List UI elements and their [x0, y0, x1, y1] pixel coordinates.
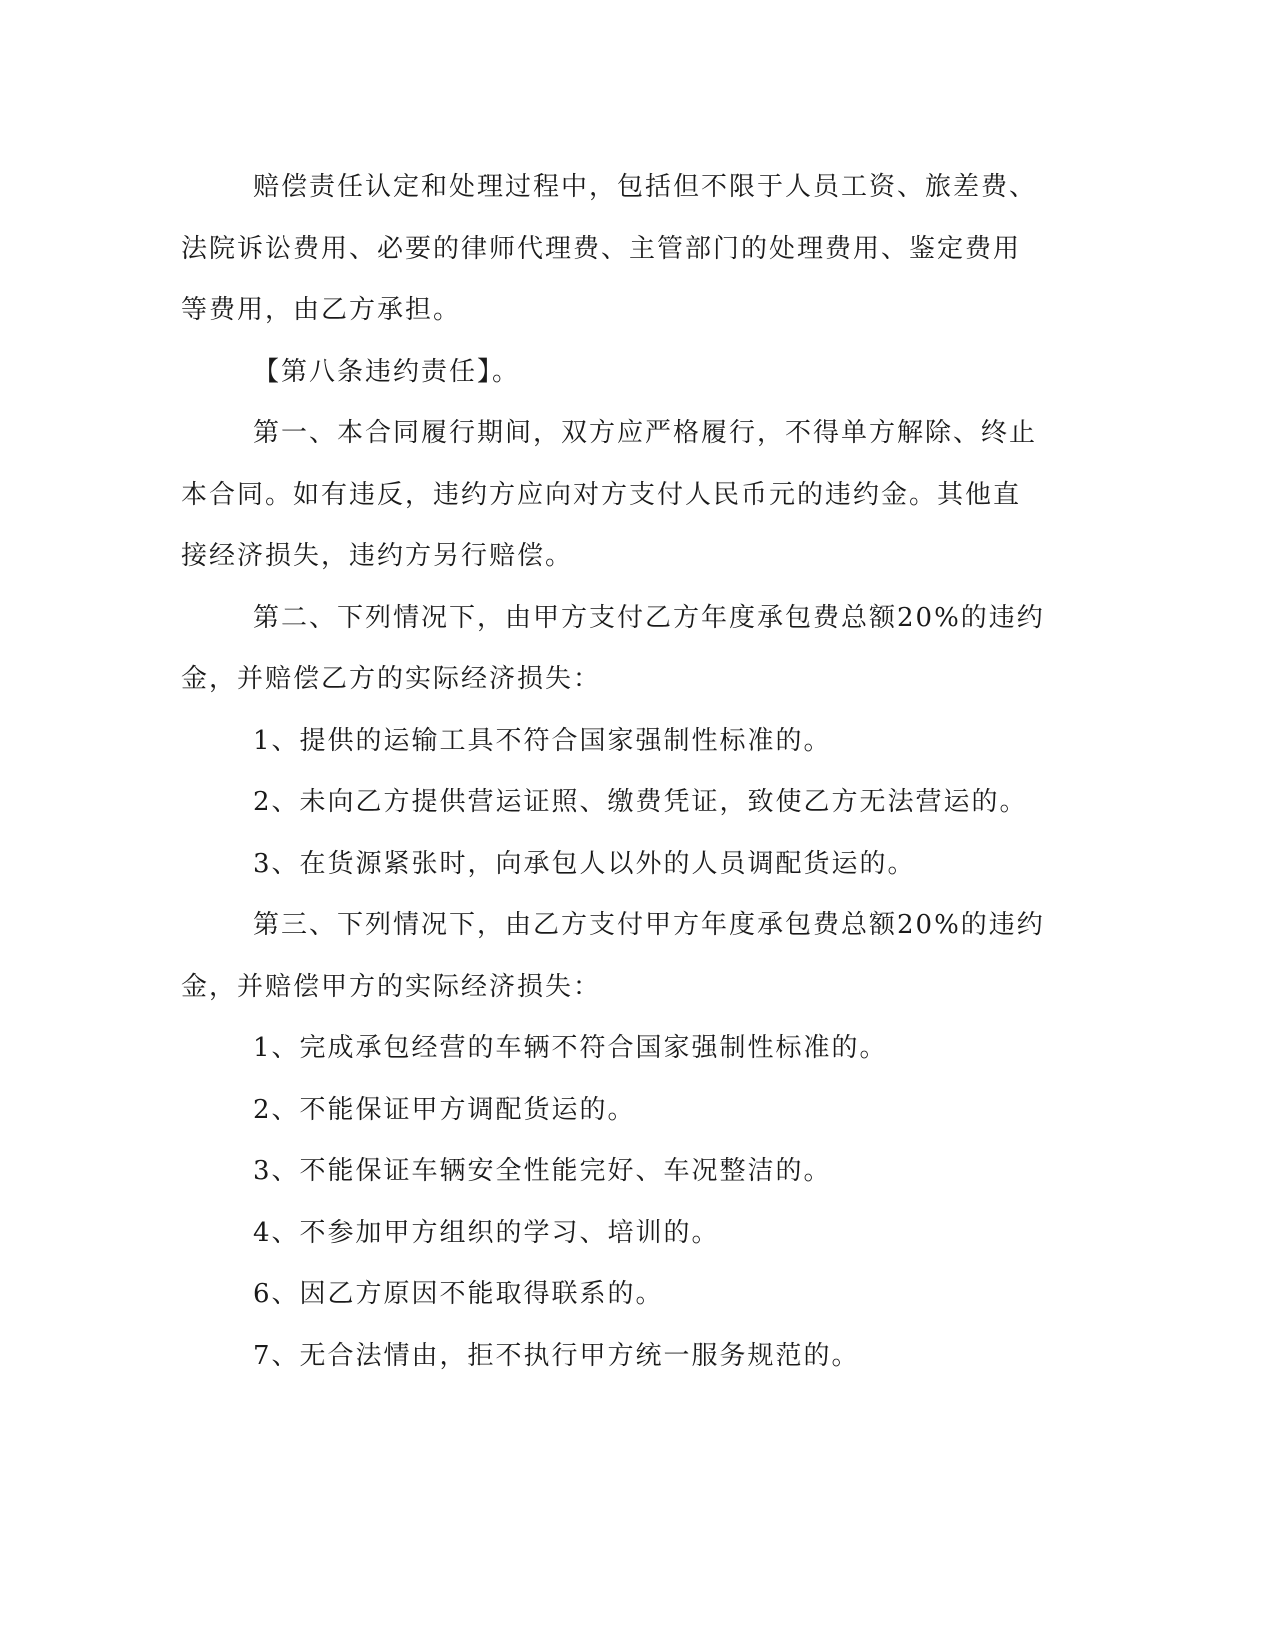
text-line: 第三、下列情况下，由乙方支付甲方年度承包费总额20%的违约 [253, 910, 1045, 940]
text-line: 金，并赔偿甲方的实际经济损失： [181, 971, 602, 1002]
text-line: 金，并赔偿乙方的实际经济损失： [181, 664, 602, 694]
list-item: 4、不参加甲方组织的学习、培训的。 [253, 1217, 720, 1248]
document-body [181, 157, 1061, 1387]
list-item: 2、不能保证甲方调配货运的。 [253, 1094, 636, 1125]
list-item: 1、提供的运输工具不符合国家强制性标准的。 [253, 725, 832, 756]
text-line: 等费用，由乙方承担。 [181, 295, 462, 325]
list-item: 3、不能保证车辆安全性能完好、车况整洁的。 [253, 1156, 832, 1186]
list-item: 6、因乙方原因不能取得联系的。 [253, 1279, 664, 1309]
text-line: 接经济损失，违约方另行赔偿。 [181, 541, 574, 571]
list-item: 1、完成承包经营的车辆不符合国家强制性标准的。 [253, 1033, 888, 1063]
text-line: 法院诉讼费用、必要的律师代理费、主管部门的处理费用、鉴定费用 [181, 233, 1022, 264]
text-line: 第二、下列情况下，由甲方支付乙方年度承包费总额20%的违约 [253, 602, 1045, 633]
list-item: 2、未向乙方提供营运证照、缴费凭证，致使乙方无法营运的。 [253, 787, 1028, 817]
text-line: 本合同。如有违反，违约方应向对方支付人民币元的违约金。其他直 [181, 479, 1022, 510]
text-line: 赔偿责任认定和处理过程中，包括但不限于人员工资、旅差费、 [253, 172, 1038, 202]
text-line: 第一、本合同履行期间，双方应严格履行，不得单方解除、终止 [253, 418, 1038, 448]
list-item: 3、在货源紧张时，向承包人以外的人员调配货运的。 [253, 848, 916, 879]
list-item: 7、无合法情由，拒不执行甲方统一服务规范的。 [253, 1340, 860, 1371]
section-heading: 【第八条违约责任】。 [253, 356, 521, 387]
